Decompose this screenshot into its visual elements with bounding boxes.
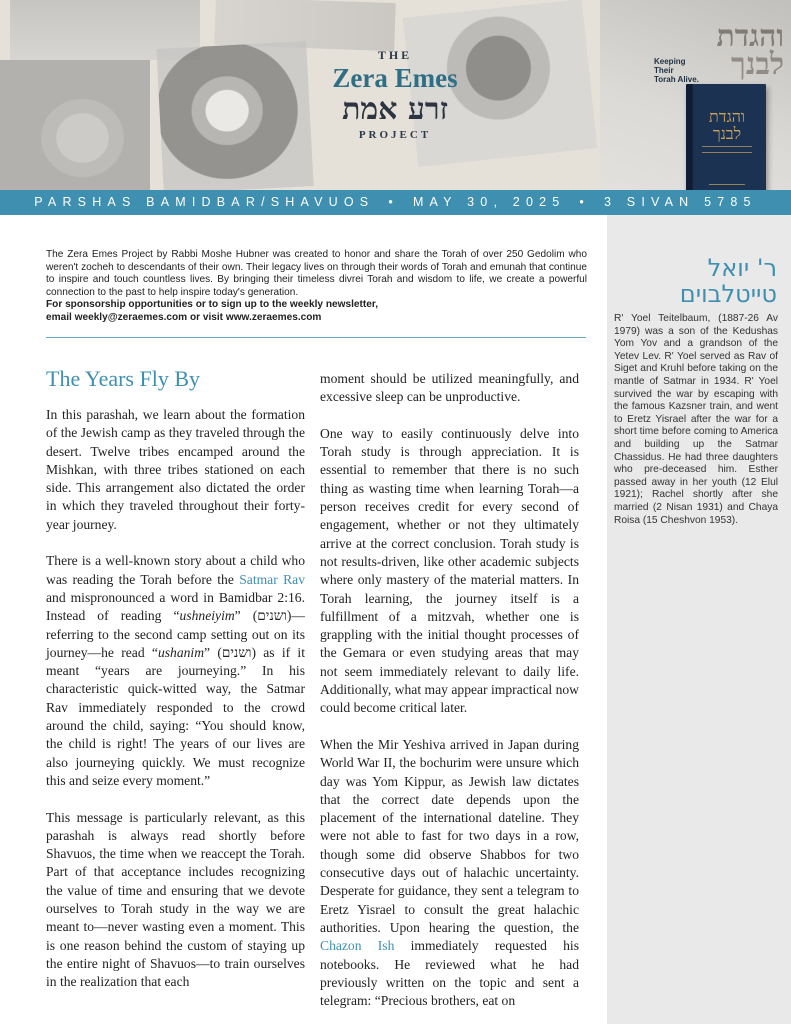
banner-text xyxy=(0,190,791,215)
vehigadta-brand-logo xyxy=(640,19,790,84)
date-banner xyxy=(0,190,791,215)
book-title-1: והגדת xyxy=(708,107,746,126)
logo-name: Zera Emes xyxy=(332,63,458,93)
text-span: There is a well-known story about a child who was reading the Torah before the xyxy=(46,553,305,587)
paragraph xyxy=(320,736,579,1010)
brand-tagline xyxy=(654,57,714,84)
book-title-2: לבנך xyxy=(712,124,742,143)
logo-hebrew: זרע אמת xyxy=(342,92,448,127)
book-title xyxy=(692,108,762,142)
text-span: ” (ושנים) as if it meant “years are journeying.” In his characteristic quick-witted way, the Satmar Rav immediately responded to the crowd around the child, saying: “You should know, the child is right! The years of our lives are also journeying quickly. We must recognize this and seize every moment.” xyxy=(46,644,305,788)
intro-text: The Zera Emes Project by Rabbi Moshe Hubner was created to honor and share the Torah of over 250 Gedolim who weren't zocheh to descendants of their own. Their legacy lives on through their words of Torah and emunah that continue to inspire and touch countless lives. By bringing their timeless divrei Torah and wisdom to life, we create a powerful connection to the past to help inspire today's generation. xyxy=(46,249,587,298)
parsha-name: PARSHAS BAMIDBAR/SHAVUOS xyxy=(34,195,375,209)
text-span: When the Mir Yeshiva arrived in Japan during World War II, the bochurim were unsure which day was Yom Kippur, as Jewish law dictates that the correct date depends upon the placement of the international dateline. They were not able to fast for two days in a row, though some did observe Shabbos for two consecutive days out of halachic uncertainty. Desperate for guidance, they sent a telegram to Eretz Yisrael to consult the great halachic authorities. Upon hearing the question, the xyxy=(320,736,579,935)
paragraph xyxy=(46,552,305,790)
italic-term: ushanim xyxy=(157,644,205,660)
book-decoration xyxy=(702,152,752,153)
archival-photo-portrait xyxy=(0,60,150,190)
logo-project: PROJECT xyxy=(358,129,432,141)
book-decoration xyxy=(702,146,752,147)
article-column-2 xyxy=(320,370,579,1024)
article-column-1 xyxy=(46,406,305,1010)
satmar-rav-link[interactable]: Satmar Rav xyxy=(239,571,305,587)
hebrew-date: 3 SIVAN 5785 xyxy=(603,195,757,209)
intro-contact: email weekly@zeraemes.com or visit www.zeraemes.com xyxy=(46,311,322,323)
brand-tagline-1: Keeping xyxy=(654,57,686,66)
paragraph: One way to easily continuously delve into Torah study is through appreciation. It is essential to remember that there is no such thing as wasting time when learning Torah—a person receives credit for every second of engagement, whether or not they ultimately arrive at the correct conclusion. Torah study is not results-driven, like other academic subjects where only mastery of the material matters. In Torah learning, the journey itself is a fulfillment of a mitzvah, whether one is grappling with the initial thought processes of the Gemara or even studying areas that may not seem immediately relevant to daily life. Additionally, what may appear impractical now could become critical later. xyxy=(320,425,579,716)
zera-emes-logo xyxy=(290,48,500,141)
masthead xyxy=(0,0,791,190)
sidebar-biography: R' Yoel Teitelbaum, (1887-26 Av 1979) was a son of the Kedushas Yom Yov and a grandson of the Yetev Lev. R' Yoel served as Rav of Siget and Kruhl before taking on the mantle of Satmar in 1934. R' Yoel survived the war by escaping with the famous Kazsner train, and went to Eretz Yisrael after the war for a short time before coming to America and building up the Satmar Chassidus. He had three daughters who pre-deceased him. Esther passed away in her youth (12 Elul 1921); Rachel shortly after she married (2 Nisan 1931) and Chaya Roisa (15 Cheshvon 1953). xyxy=(614,313,778,526)
paragraph: moment should be utilized meaningfully, and excessive sleep can be unproductive. xyxy=(320,371,579,405)
paragraph: This message is particularly relevant, as this parashah is always read shortly before Shavuos, the time when we reaccept the Torah. Part of that acceptance includes recognizing the value of time and ensuring that we devote ourselves to Torah study in the way we are meant to—never wasting even a moment. This is one reason behind the custom of staying up the entire night of Shavuos—to train ourselves in the realization that each xyxy=(46,809,305,990)
book-decoration xyxy=(709,184,745,185)
project-intro xyxy=(46,249,587,325)
brand-hebrew-1: והגדת xyxy=(716,19,784,54)
text-span: ” (ושנים)—referring to the second camp setting out on its journey—he read “ xyxy=(46,608,305,660)
brand-hebrew-2: לבנך xyxy=(731,47,784,82)
gregorian-date: MAY 30, 2025 xyxy=(412,195,566,209)
intro-sponsorship: For sponsorship opportunities or to sign up to the weekly newsletter, xyxy=(46,299,379,311)
logo-the: THE xyxy=(377,48,413,62)
brand-tagline-2: Their xyxy=(654,66,674,75)
banner-separator: • xyxy=(579,195,590,209)
article-title: The Years Fly By xyxy=(46,366,201,391)
italic-term: ushneiyim xyxy=(179,608,235,624)
chazon-ish-link[interactable]: Chazon Ish xyxy=(320,938,395,954)
text-span: immediately requested his notebooks. He reviewed what he had previously written on the topic and sent a telegram: “Precious brothers, eat on xyxy=(320,938,580,1009)
sidebar-name-hebrew-2: טייטלבוים xyxy=(679,280,777,308)
divider xyxy=(46,337,586,338)
brand-tagline-3: Torah Alive. xyxy=(654,75,699,84)
banner-separator: • xyxy=(388,195,399,209)
book-cover-image xyxy=(686,84,766,190)
paragraph: In this parashah, we learn about the formation of the Jewish camp as they traveled through the desert. Twelve tribes encamped around the Mishkan, with three tribes stationed on each side. This arrangement also dictated the order in which they traveled throughout their forty-year journey. xyxy=(46,407,305,532)
sidebar-name-hebrew-1: ר' יואל xyxy=(707,254,777,282)
text-span: and mispronounced a word in Bamidbar 2:16. Instead of reading “ xyxy=(46,589,305,624)
